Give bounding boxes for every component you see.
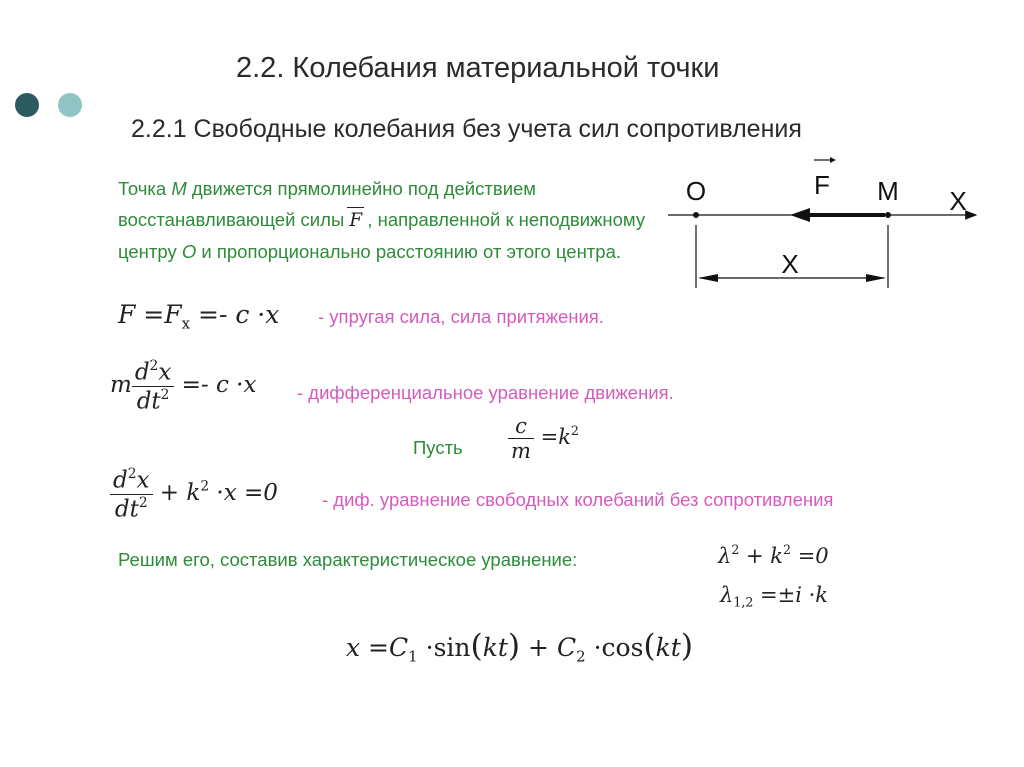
intro-center-name: O bbox=[181, 241, 197, 262]
motion-eq-num-var: x bbox=[158, 359, 172, 386]
intro-part2: движется прямолинейно под действием восстанавливающей силы bbox=[118, 178, 537, 230]
free-eq-rhs: ·x =0 bbox=[209, 480, 278, 507]
force-eq-lhs: F =F bbox=[118, 300, 182, 329]
free-oscillation-description: - диф. уравнение свободных колебаний без сопротивления bbox=[322, 489, 834, 510]
free-oscillation-equation bbox=[110, 466, 278, 522]
axis-label: X bbox=[949, 186, 967, 216]
roots-subscript: 1,2 bbox=[733, 594, 754, 610]
char-eq-lambda-pow: 2 bbox=[731, 542, 740, 557]
motion-equation-description: - дифференциальное уравнение движения. bbox=[297, 382, 674, 403]
solution-c1-sub: 1 bbox=[408, 647, 418, 666]
substitution-pow: 2 bbox=[570, 423, 579, 439]
solution-c2-sub: 2 bbox=[576, 647, 586, 666]
general-solution: $x =C_1 \cdot\sin(kt) + C_2 \cdot\cos(kt)$ bbox=[346, 628, 694, 666]
intro-point-name: M bbox=[171, 178, 187, 199]
free-eq-num-d: d bbox=[113, 467, 128, 494]
force-eq-subscript: x bbox=[181, 314, 191, 333]
motion-eq-fraction bbox=[132, 358, 175, 414]
free-eq-fraction bbox=[110, 466, 153, 522]
origin-point bbox=[693, 212, 699, 218]
dimension-arrow-right bbox=[866, 274, 886, 282]
solution-plus-c2: + C bbox=[520, 633, 577, 662]
char-eq-k-pow: 2 bbox=[783, 542, 792, 557]
roots-rhs: =±i ·k bbox=[753, 583, 829, 607]
free-eq-num-var: x bbox=[136, 467, 150, 494]
solution-cos-arg: kt bbox=[655, 633, 681, 662]
motion-eq-den-pow: 2 bbox=[160, 386, 170, 403]
characteristic-label: Решим его, составив характеристическое уравнение: bbox=[118, 549, 578, 570]
char-eq-lambda: λ bbox=[718, 543, 732, 568]
free-eq-k-pow: 2 bbox=[200, 478, 210, 495]
force-diagram bbox=[660, 150, 990, 300]
free-eq-den-pow: 2 bbox=[138, 494, 148, 511]
slide-title: 2.2. Колебания материальной точки bbox=[236, 52, 720, 84]
substitution-rhs: =k bbox=[533, 425, 571, 449]
free-eq-plus-k: + k bbox=[152, 480, 201, 507]
solution-cos: ·cos bbox=[585, 633, 644, 662]
force-arrowhead bbox=[790, 208, 810, 222]
motion-equation bbox=[110, 358, 256, 414]
force-label-vector-arrowhead bbox=[830, 157, 836, 163]
substitution-num: c bbox=[515, 414, 527, 438]
let-label: Пусть bbox=[413, 437, 463, 458]
solution-sin: ·sin bbox=[417, 633, 471, 662]
intro-part4: и пропорционально расстоянию от этого центра. bbox=[196, 241, 621, 262]
roots-lambda: λ bbox=[720, 583, 734, 607]
solution-lhs: x =C bbox=[346, 633, 409, 662]
substitution-den: m bbox=[508, 438, 534, 463]
intro-part3: , направленной к неподвижному центру bbox=[118, 209, 646, 262]
force-vector-letter: F bbox=[349, 210, 363, 231]
motion-eq-mass: m bbox=[110, 372, 132, 399]
free-eq-den: dt bbox=[114, 496, 139, 523]
solution-sin-arg: kt bbox=[482, 633, 508, 662]
point-m-label: M bbox=[877, 176, 899, 206]
char-eq-rhs: =0 bbox=[791, 543, 829, 568]
intro-part1: Точка bbox=[118, 178, 172, 199]
elastic-force-equation bbox=[118, 300, 279, 332]
intro-text bbox=[118, 173, 658, 267]
decor-dot-dark bbox=[15, 93, 39, 117]
char-eq-plus-k: + k bbox=[739, 543, 783, 568]
distance-label: X bbox=[781, 249, 799, 279]
motion-eq-den: dt bbox=[136, 388, 161, 415]
motion-eq-rhs: =- c ·x bbox=[174, 372, 257, 399]
origin-label: O bbox=[685, 176, 707, 206]
motion-eq-num-pow: 2 bbox=[149, 358, 159, 374]
motion-eq-num-d: d bbox=[134, 359, 150, 386]
force-eq-rhs: =- c ·x bbox=[190, 300, 280, 329]
substitution-equation bbox=[508, 414, 579, 463]
decor-dot-light bbox=[58, 93, 82, 117]
elastic-force-description: - упругая сила, сила притяжения. bbox=[318, 306, 604, 327]
characteristic-equation bbox=[718, 542, 829, 568]
force-vector-symbol bbox=[349, 205, 362, 236]
point-m bbox=[885, 212, 891, 218]
dimension-arrow-left bbox=[698, 274, 718, 282]
substitution-fraction bbox=[508, 414, 534, 463]
free-eq-num-pow: 2 bbox=[127, 466, 137, 482]
force-label: F bbox=[814, 170, 830, 200]
roots-equation bbox=[720, 583, 828, 609]
slide-subtitle: 2.2.1 Свободные колебания без учета сил сопротивления bbox=[131, 115, 802, 143]
